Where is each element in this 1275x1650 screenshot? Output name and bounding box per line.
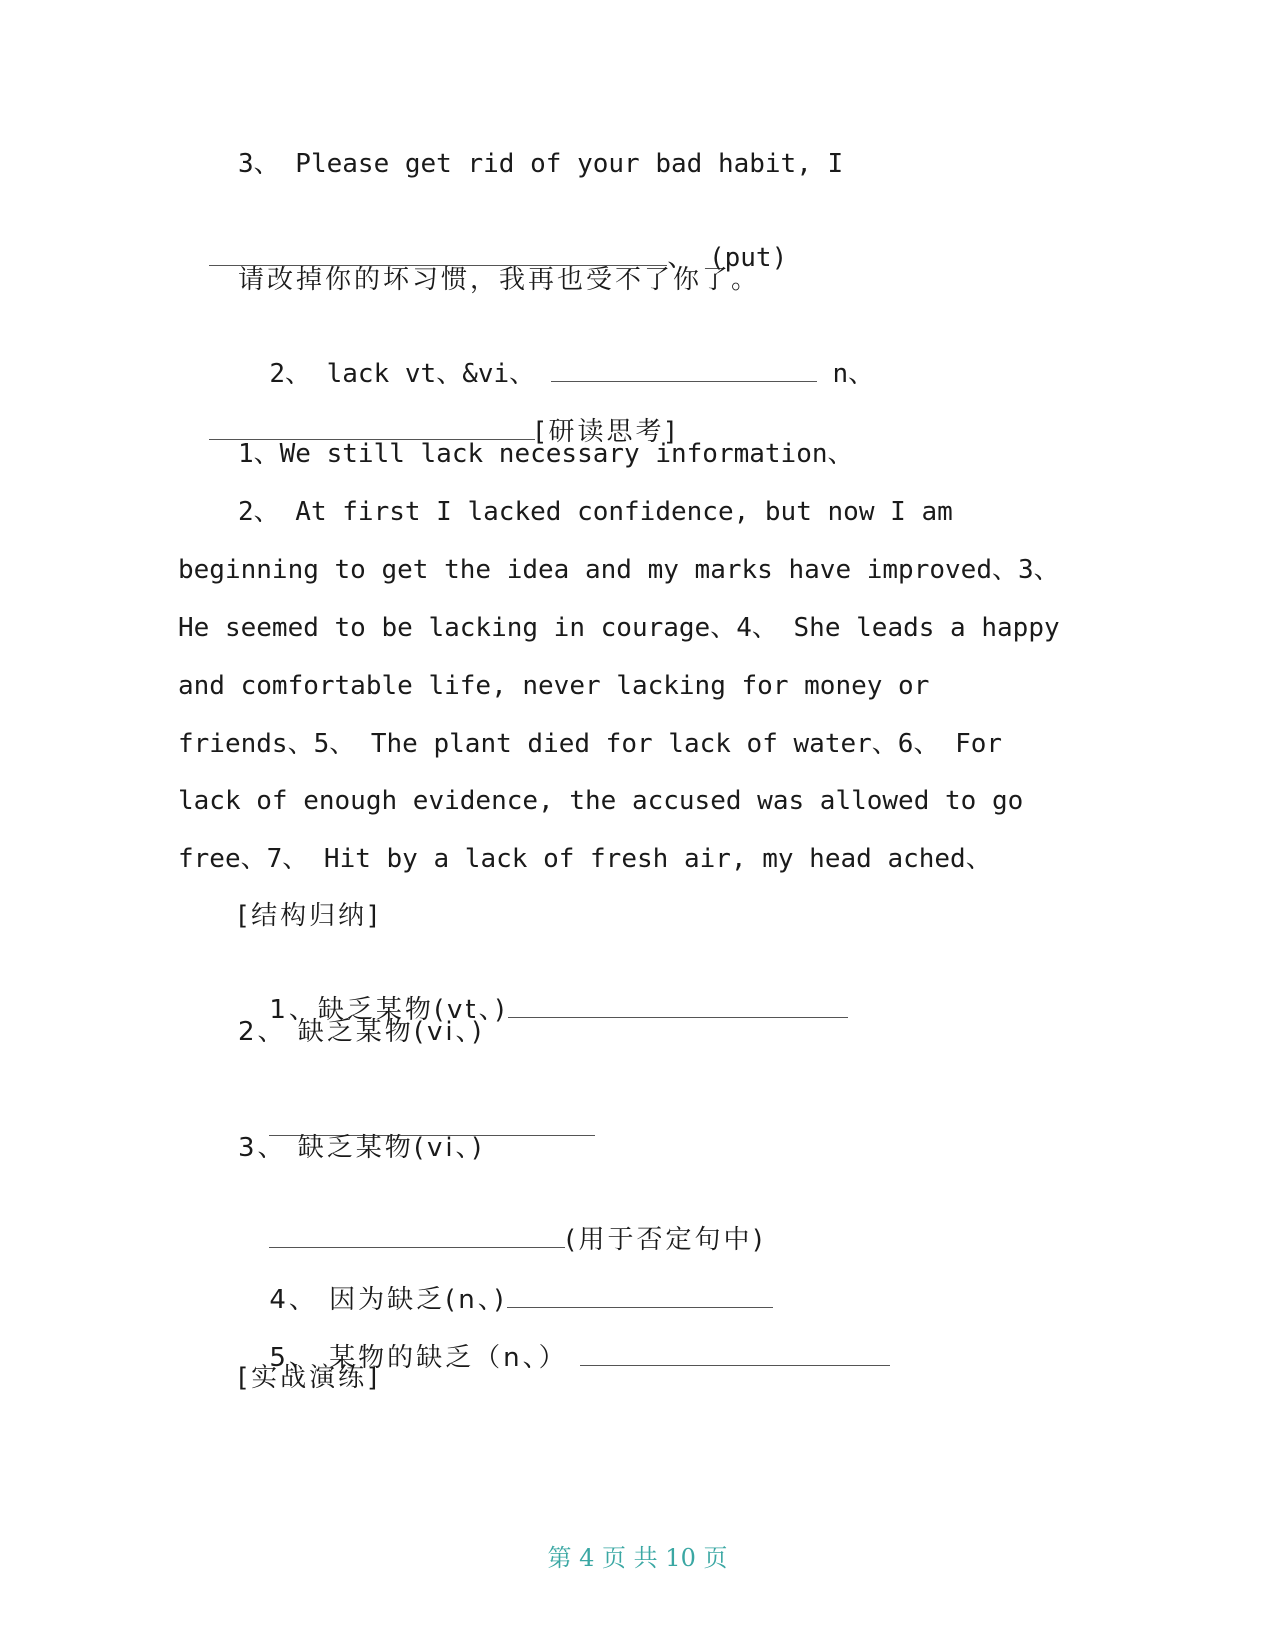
example-line-9: He seemed to be lacking in courage、4、 She leads a happy — [178, 613, 1060, 643]
example-line-11: friends、5、 The plant died for lack of water、6、 For — [178, 729, 1003, 759]
lack-verb-label: 2、 lack vt、&vi、 — [269, 359, 551, 389]
item-3-translation: 请改掉你的坏习惯，我再也受不了你了。 — [238, 265, 761, 295]
example-2: 2、 At first I lacked confidence, but now I am — [238, 497, 953, 527]
example-line-10: and comfortable life, never lacking for money or — [178, 671, 930, 701]
blank-structure-1[interactable] — [508, 997, 848, 1018]
negative-sentence-note: (用于否定句中) — [565, 1225, 766, 1255]
item-3-sentence: 3、 Please get rid of your bad habit, I — [238, 149, 844, 179]
example-1: 1、We still lack necessary information、 — [238, 439, 854, 469]
section-heading-study: [研读思考] — [535, 417, 678, 447]
example-line-8: beginning to get the idea and my marks have improved、3、 — [178, 555, 1060, 585]
example-line-13: free、7、 Hit by a lack of fresh air, my head ached、 — [178, 844, 992, 874]
blank-structure-3[interactable] — [269, 1227, 565, 1248]
structure-item-5-label: 5、 某物的缺乏（n、） — [269, 1343, 568, 1373]
section-heading-structure: [结构归纳] — [238, 901, 381, 931]
example-line-12: lack of enough evidence, the accused was allowed to go — [178, 786, 1024, 816]
put-hint: 、 (put) — [667, 243, 788, 273]
page-footer: 第 4 页 共 10 页 — [547, 1544, 728, 1572]
structure-item-4-label: 4、 因为缺乏(n、) — [269, 1285, 507, 1315]
lack-noun-label: n、 — [816, 359, 875, 389]
blank-structure-5[interactable] — [580, 1345, 890, 1366]
structure-item-1-label: 1、缺乏某物(vt、) — [269, 995, 508, 1025]
structure-item-3: 3、 缺乏某物(vi、) — [238, 1133, 485, 1163]
structure-item-2: 2、 缺乏某物(vi、) — [238, 1017, 485, 1047]
section-heading-practice: [实战演练] — [238, 1363, 381, 1393]
